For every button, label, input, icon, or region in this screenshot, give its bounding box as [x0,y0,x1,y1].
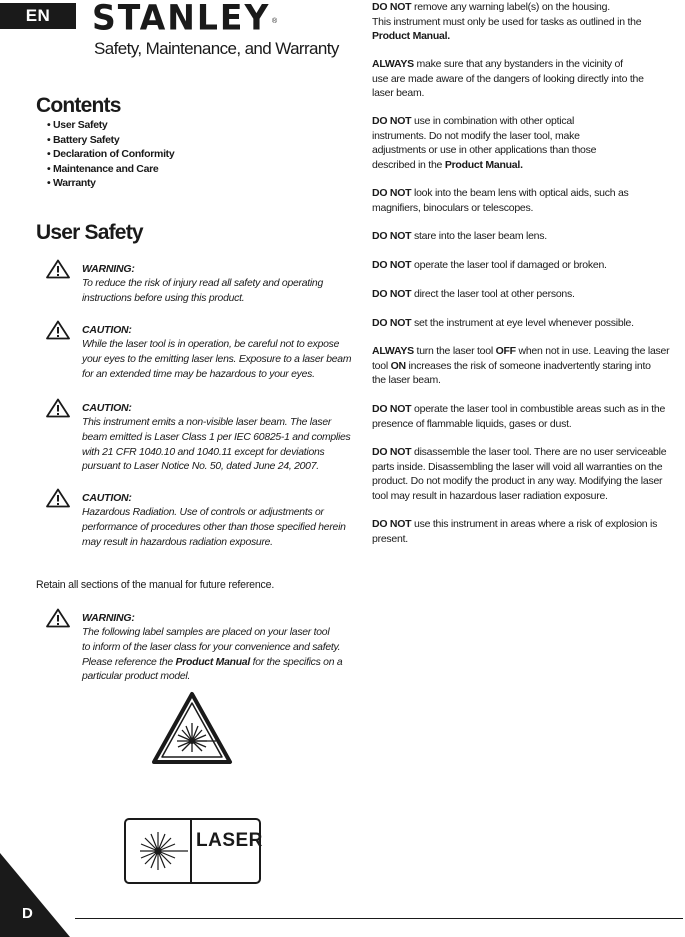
safety-rule: DO NOT set the instrument at eye level whenever possible. [372,317,634,329]
contents-item[interactable]: • User Safety [47,119,108,131]
safety-rule: DO NOT look into the beam lens with optical aids, such as magnifiers, binoculars or telescopes. [372,187,629,214]
safety-rule: DO NOT use this instrument in areas where a risk of explosion is present. [372,518,658,545]
safety-rule: DO NOT disassemble the laser tool. There are no user serviceable parts inside. Disassembling the laser will void all warranties on the product. Do not modify the product in any way. Modifying the laser tool may result in hazardous laser radiation exposure. [372,446,667,502]
warning-triangle-icon [46,259,70,279]
safety-rule: DO NOT stare into the laser beam lens. [372,230,547,242]
laser-label-text: LASER [196,830,263,851]
notice-body: Hazardous Radiation. Use of controls or adjustments or performance of procedures other than those specified herein may result in hazardous radiation exposure. [82,507,346,548]
page-letter: D [22,905,33,922]
notice-title: CAUTION: [82,402,132,414]
notice-body: While the laser tool is in operation, be careful not to expose your eyes to the emitting laser lens. Exposure to a laser beam for an extended time may be hazardous to your eyes. [82,339,352,380]
safety-rule: DO NOT direct the laser tool at other persons. [372,288,575,300]
safety-rule: ALWAYS turn the laser tool OFF when not in use. Leaving the laser tool ON increases the risk of someone inadvertently staring into the laser beam. [372,345,670,387]
notice-body: This instrument emits a non-visible laser beam. The laser beam emitted is Laser Class 1 per IEC 60825-1 and complies with 21 CFR 1040.10 and 1040.11 except for deviations pursuant to Laser Notice No. 50, dated June 24, 2007. [82,417,351,473]
warning-triangle-icon [46,488,70,508]
label-divider [190,820,192,882]
safety-rule: DO NOT operate the laser tool in combustible areas such as in the presence of flammable liquids, gases or dust. [372,403,666,430]
product-manual-reference: Product Manual [175,656,250,668]
notice-body: To reduce the risk of injury read all safety and operating instructions before using this product. [82,278,323,304]
document-subtitle: Safety, Maintenance, and Warranty [94,39,339,58]
safety-rule: DO NOT remove any warning label(s) on the housing. This instrument must only be used for tasks as outlined in the Product Manual. [372,1,642,43]
notice-title: WARNING: [82,263,135,275]
warning-triangle-icon [46,398,70,418]
contents-item[interactable]: • Battery Safety [47,133,120,146]
notice-body: The following label samples are placed on your laser tool to inform of the laser class for your convenience and safety. Please reference the Product Manual for the specifics on a particular product model. [82,627,343,683]
safety-rule: DO NOT operate the laser tool if damaged or broken. [372,259,607,271]
safety-rule: DO NOT use in combination with other optical instruments. Do not modify the laser tool, make adjustments or use in other applications than those described in the Product Manual. [372,115,597,171]
laser-hazard-symbol-icon [150,690,234,768]
registered-mark: ® [272,18,278,25]
notice-title: CAUTION: [82,492,132,504]
page-corner-tab [0,853,70,937]
warning-triangle-icon [46,320,70,340]
language-tab: EN [0,3,76,29]
footer-rule [75,918,683,919]
user-safety-heading: User Safety [36,221,143,244]
contents-item[interactable]: • Declaration of Conformity [47,148,175,161]
retain-note: Retain all sections of the manual for future reference. [36,579,275,591]
notice-title: CAUTION: [82,324,132,336]
laser-starburst-icon [130,824,190,878]
contents-heading: Contents [36,94,121,117]
safety-rule: ALWAYS make sure that any bystanders in the vicinity of use are made aware of the dangers of looking directly into the laser beam. [372,58,644,100]
laser-label-sample [124,818,261,884]
stanley-logo: STANLEY [92,0,271,38]
notice-title: WARNING: [82,612,135,624]
contents-item[interactable]: • Warranty [47,177,96,190]
contents-list [47,118,174,191]
contents-item[interactable]: • Maintenance and Care [47,162,159,175]
warning-triangle-icon [46,608,70,628]
